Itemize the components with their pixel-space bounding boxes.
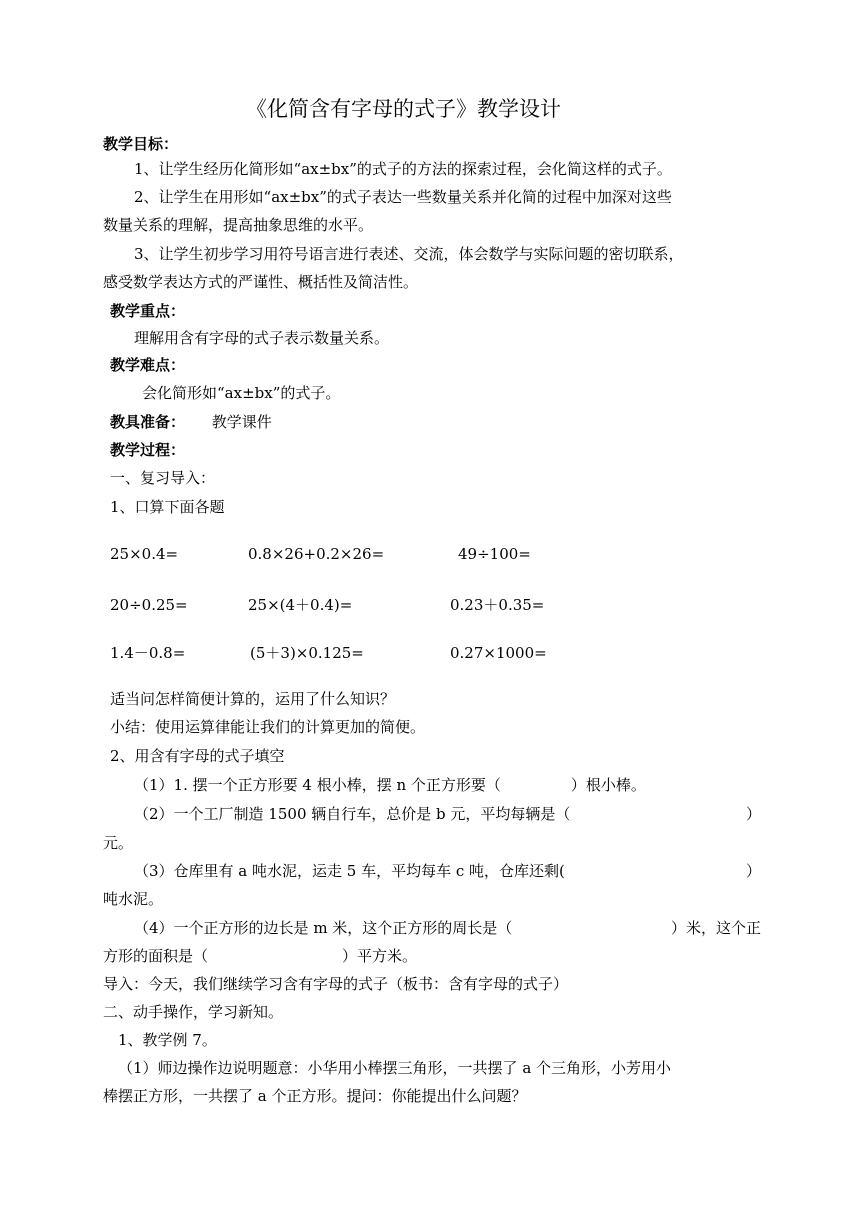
oral-calc-title: 1、口算下面各题 [110, 498, 225, 516]
review-heading: 一、复习导入： [110, 469, 216, 487]
fill-item-1-end: ）根小棒。 [570, 776, 646, 794]
calc-item: (5＋3)×0.125= [250, 644, 364, 662]
calc-item: 25×0.4= [110, 545, 179, 563]
calc-item: 0.23＋0.35= [450, 596, 545, 614]
objective-2-line-2: 数量关系的理解，提高抽象思维的水平。 [103, 216, 374, 234]
materials-text: 教学课件 [211, 413, 272, 431]
fill-item-4-text: （4）一个正方形的边长是 m 米，这个正方形的周长是（ [134, 919, 513, 937]
objective-1: 1、让学生经历化简形如“ax±bx”的式子的方法的探索过程，会化简这样的式子。 [134, 160, 672, 178]
key-point-text: 理解用含有字母的式子表示数量关系。 [134, 329, 390, 347]
review-intro: 导入：今天，我们继续学习含有字母的式子（板书：含有字母的式子） [103, 975, 569, 993]
difficulty-text: 会化简形如“ax±bx”的式子。 [142, 384, 341, 402]
fill-item-2-end: ） [745, 805, 761, 823]
fill-title: 2、用含有字母的式子填空 [110, 747, 285, 765]
calc-item: 0.27×1000= [450, 644, 547, 662]
fill-item-1-text: （1）1. 摆一个正方形要 4 根小棒，摆 n 个正方形要（ [134, 776, 501, 794]
fill-item-4-end: ）米，这个正 [670, 919, 761, 937]
calc-item: 0.8×26+0.2×26= [248, 545, 385, 563]
objective-3-line-1: 3、让学生初步学习用符号语言进行表述、交流，体会数学与实际问题的密切联系， [134, 245, 684, 263]
fill-item-4-area-end: ）平方米。 [342, 947, 418, 965]
fill-item-4-area-text: 方形的面积是（ [103, 947, 209, 965]
process-heading: 教学过程： [110, 441, 186, 459]
fill-item-2-unit: 元。 [103, 834, 134, 852]
fill-item-4-line-2 [103, 946, 417, 966]
fill-item-3-end: ） [745, 862, 761, 880]
new-lesson-heading: 二、动手操作，学习新知。 [103, 1003, 284, 1021]
materials-heading: 教具准备： [110, 413, 186, 431]
calc-item: 20÷0.25= [110, 596, 188, 614]
calc-item: 1.4－0.8= [110, 644, 186, 662]
objective-2-line-1: 2、让学生在用形如“ax±bx”的式子表达一些数量关系并化简的过程中加深对这些 [134, 188, 672, 206]
fill-item-3-text: （3）仓库里有 a 吨水泥，运走 5 车，平均每车 c 吨，仓库还剩( [134, 862, 565, 880]
fill-item-4 [134, 918, 761, 938]
review-question: 适当问怎样简便计算的，运用了什么知识？ [110, 690, 396, 708]
example-paragraph-line-2: 棒摆正方形，一共摆了 a 个正方形。提问：你能提出什么问题？ [103, 1087, 527, 1105]
fill-item-2-text: （2）一个工厂制造 1500 辆自行车，总价是 b 元，平均每辆是（ [134, 805, 571, 823]
example-paragraph-line-1: （1）师边操作边说明题意：小华用小棒摆三角形，一共摆了 a 个三角形，小芳用小 [118, 1059, 672, 1077]
key-point-heading: 教学重点： [110, 302, 186, 320]
example-title: 1、教学例 7。 [118, 1031, 217, 1049]
fill-item-3 [134, 861, 761, 881]
fill-item-3-unit: 吨水泥。 [103, 890, 164, 908]
review-summary: 小结：使用运算律能让我们的计算更加的简便。 [110, 718, 426, 736]
objective-3-line-2: 感受数学表达方式的严谨性、概括性及简洁性。 [103, 273, 419, 291]
fill-item-2 [134, 804, 761, 824]
objectives-heading: 教学目标： [103, 135, 179, 153]
materials-row [110, 412, 272, 432]
calc-item: 49÷100= [458, 545, 531, 563]
fill-item-1 [134, 775, 646, 795]
calc-item: 25×(4＋0.4)= [248, 596, 353, 614]
page-title: 《化简含有字母的式子》教学设计 [246, 97, 561, 121]
difficulty-heading: 教学难点： [110, 356, 186, 374]
